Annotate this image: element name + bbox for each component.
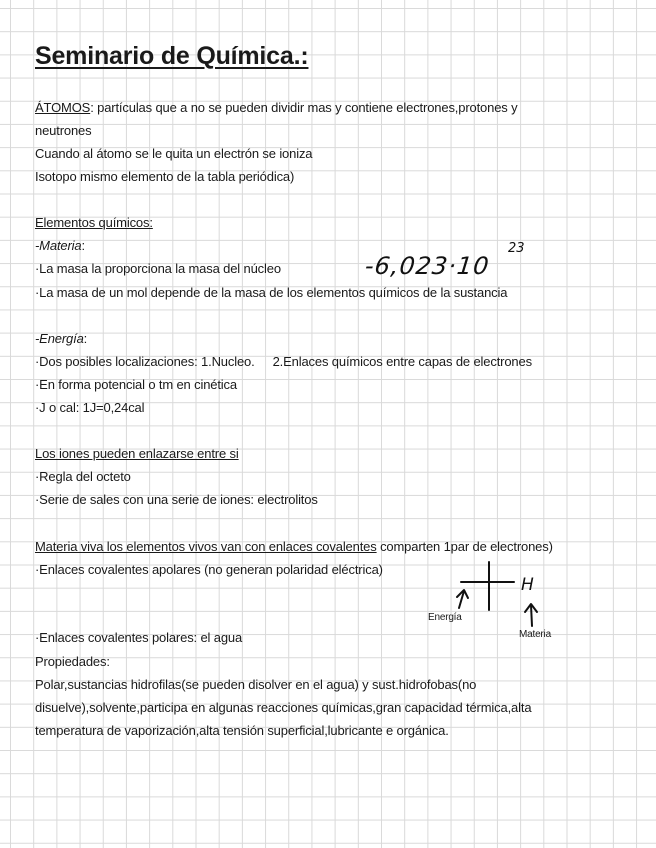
iones-heading: Los iones pueden enlazarse entre si	[35, 446, 239, 461]
iones-item-2: ·Serie de sales con una serie de iones: electrolitos	[35, 492, 318, 507]
atomos-definition: : partículas que a no se pueden dividir mas y contiene electrones,protones y	[90, 100, 518, 115]
materia-viva-rest: comparten 1par de electrones)	[376, 539, 553, 554]
energia-colon: :	[83, 331, 88, 346]
atomos-line-4: Isotopo mismo elemento de la tabla periódica)	[35, 169, 295, 184]
propiedades-line-1: Polar,sustancias hidrofilas(se pueden disolver en el agua) y sust.hidrofobas(no	[35, 677, 477, 692]
materia-arrow-shaft	[531, 605, 532, 626]
elementos-heading: Elementos químicos:	[35, 215, 153, 230]
materia-item-2: ·La masa de un mol depende de la masa de los elementos químicos de la sustancia	[35, 285, 508, 300]
materia-viva-heading: Materia viva los elementos vivos van con enlaces covalentes	[35, 539, 377, 554]
avogadro-exponent: 23	[508, 241, 525, 256]
atomos-line-3: Cuando al átomo se le quita un electrón se ioniza	[35, 146, 313, 161]
covalentes-apolares: ·Enlaces covalentes apolares (no generan polaridad eléctrica)	[35, 562, 383, 577]
materia-label: -Materia	[35, 238, 82, 253]
propiedades-heading: Propiedades:	[35, 654, 110, 669]
diagram-energia-label: Energía	[428, 612, 462, 623]
atomos-line-2: neutrones	[35, 123, 92, 138]
atomos-heading: ÁTOMOS	[35, 100, 91, 115]
materia-colon: :	[81, 238, 85, 253]
energia-item-3: ·J o cal: 1J=0,24cal	[35, 400, 145, 415]
iones-item-1: ·Regla del octeto	[35, 469, 131, 484]
propiedades-line-3: temperatura de vaporización,alta tensión superficial,lubricante e orgánica.	[35, 723, 449, 738]
energia-item-2: ·En forma potencial o tm en cinética	[35, 377, 237, 392]
page-title: Seminario de Química.:	[35, 42, 309, 70]
energia-item-1a: ·Dos posibles localizaciones: 1.Nucleo.	[35, 354, 255, 369]
covalentes-polares: ·Enlaces covalentes polares: el agua	[35, 630, 243, 645]
materia-item-1: ·La masa la proporciona la masa del núcleo	[35, 261, 281, 276]
diagram-materia-label: Materia	[519, 629, 551, 640]
avogadro-number: -6,023·10	[363, 252, 491, 280]
energia-label: -Energía	[35, 331, 84, 346]
diagram-h-label: H	[521, 575, 534, 595]
propiedades-line-2: disuelve),solvente,participa en algunas reacciones químicas,gran capacidad térmica,alta	[35, 700, 532, 715]
energia-item-1b: 2.Enlaces químicos entre capas de electrones	[272, 354, 532, 369]
